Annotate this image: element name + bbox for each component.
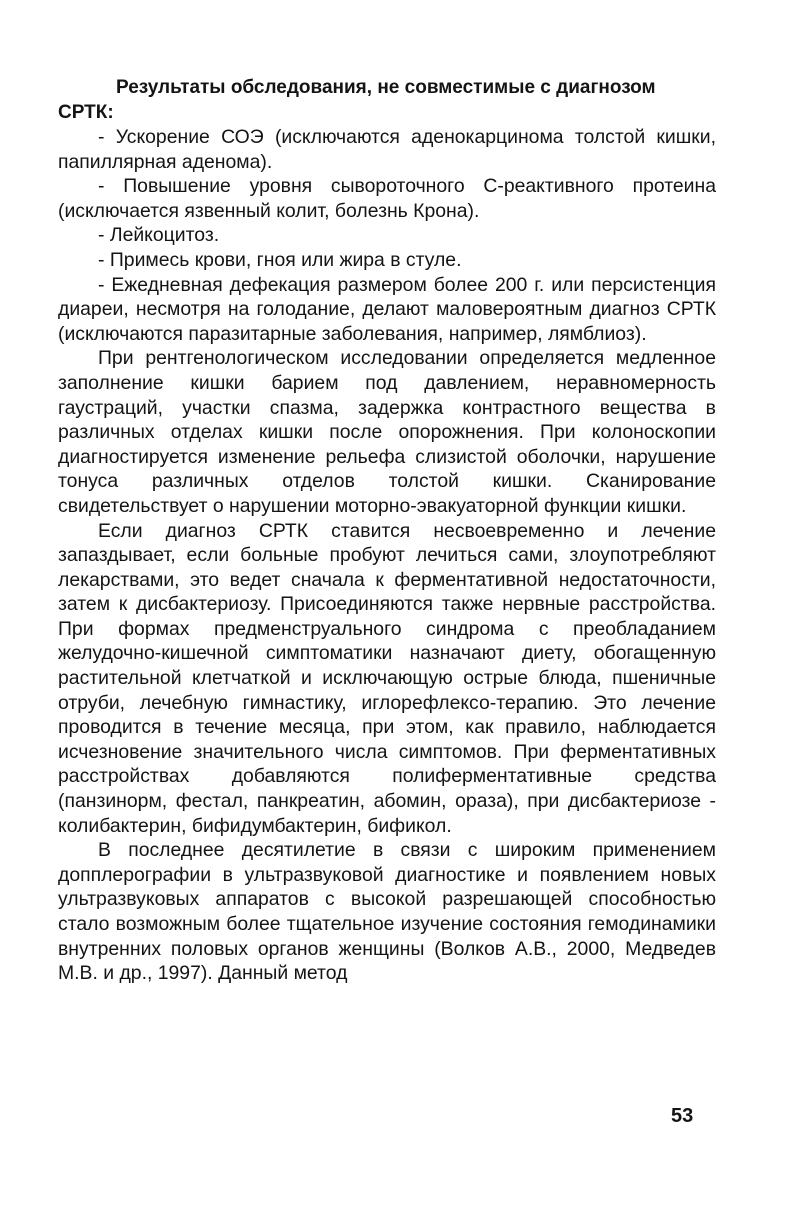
page-number: 53 (671, 1105, 694, 1127)
paragraph-treatment: Если диагноз СРТК ставится несвоевременно и лечение запаздывает, если больные пробуют лечиться сами, злоупотребляют лекарствами, это ведет сначала к ферментативной недостаточности, затем к дисбактериозу. Присоединяются также нервные расстройства. При формах предменструального синдрома с преобладанием желудочно-кишечной симптоматики назначают диету, обогащенную растительной клетчаткой и исключающую острые блюда, пшеничные отруби, лечебную гимнастику, иглорефлексо-терапию. Это лечение проводится в течение месяца, при этом, как правило, наблюдается исчезновение значительного числа симптомов. При ферментативных расстройствах добавляются полиферментативные средства (панзинорм, фестал, панкреатин, абомин, ораза), при дисбактериозе - колибактерин, бифидумбактерин, бификол. (58, 519, 716, 837)
section-heading: Результаты обследования, не совместимые с диагнозом СРТК: (58, 77, 656, 123)
paragraph-defecation: - Ежедневная дефекация размером более 200 г. или персистенция диареи, несмотря на голодание, делают маловероятным диагноз СРТК (исключаются паразитарные заболевания, например, лямблиоз). (58, 273, 716, 345)
paragraph-stool-admixture: - Примесь крови, гноя или жира в стуле. (98, 248, 462, 271)
paragraph-leukocytosis: - Лейкоцитоз. (98, 224, 220, 247)
paragraph-radiology: При рентгенологическом исследовании определяется медленное заполнение кишки барием под давлением, неравномерность гаустраций, участки спазма, задержка контрастного вещества в различных отделах кишки после опорожнения. При колоноскопии диагностируется изменение рельефа слизистой оболочки, нарушение тонуса различных отделов толстой кишки. Сканирование свидетельствует о нарушении моторно-эвакуаторной функции кишки. (58, 347, 716, 517)
paragraph-esr: - Ускорение СОЭ (исключаются аденокарцинома толстой кишки, папиллярная аденома). (58, 126, 716, 173)
document-page (58, 76, 716, 986)
paragraph-crp: - Повышение уровня сывороточного С-реактивного протеина (исключается язвенный колит, болезнь Крона). (58, 175, 716, 222)
paragraph-doppler: В последнее десятилетие в связи с широким применением допплерографии в ультразвуковой диагностике и появлением новых ультразвуковых аппаратов с высокой разрешающей способностью стало возможным более тщательное изучение состояния гемодинамики внутренних половых органов женщины (Волков А.В., 2000, Медведев М.В. и др., 1997). Данный метод (58, 839, 716, 985)
